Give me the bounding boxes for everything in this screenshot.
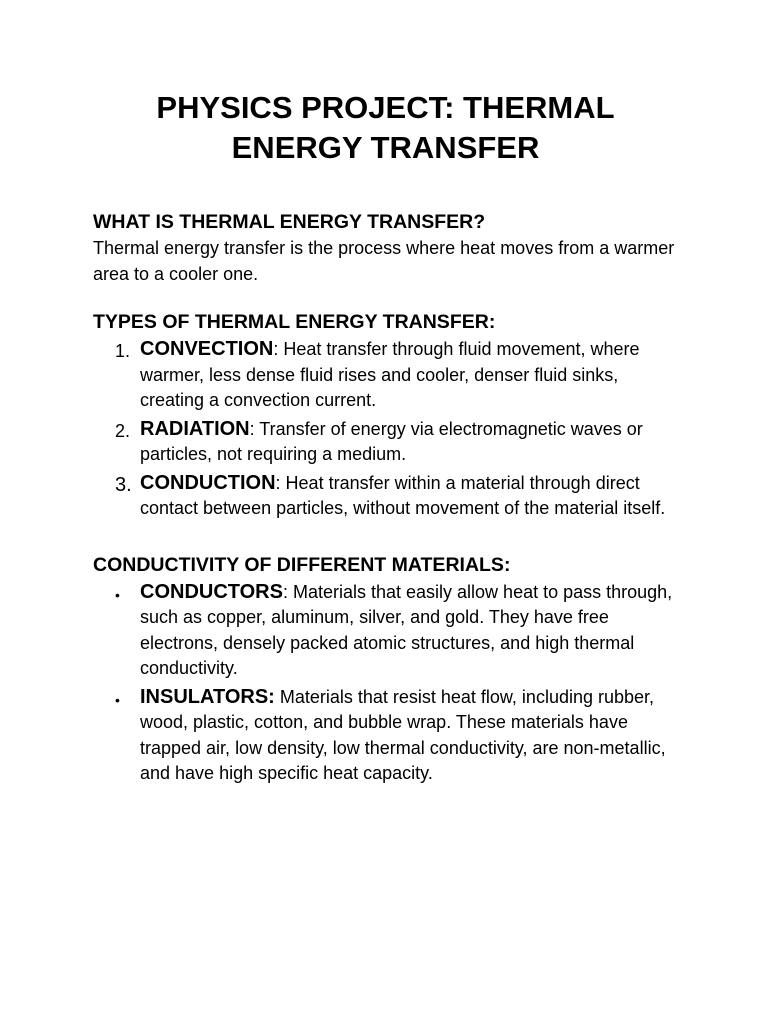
list-item-description: : Materials that easily allow heat to pass through, such as copper, aluminum, silver, and gold. They have free electrons, densely packed atomic structures, and high thermal conductivity.	[140, 581, 673, 678]
section-heading: TYPES OF THERMAL ENERGY TRANSFER:	[93, 311, 496, 333]
title-line-2: ENERGY TRANSFER	[231, 130, 540, 165]
section-conductivity	[93, 552, 678, 787]
list-item-term: CONVECTION	[140, 338, 274, 360]
section-heading: CONDUCTIVITY OF DIFFERENT MATERIALS:	[93, 553, 511, 576]
section-heading: WHAT IS THERMAL ENERGY TRANSFER?	[93, 211, 486, 233]
list-item-term: CONDUCTORS	[140, 580, 283, 603]
list-number: 1.	[115, 341, 131, 361]
list-item	[93, 417, 678, 468]
numbered-list	[93, 337, 678, 522]
list-item	[93, 580, 678, 682]
bullet-icon: •	[115, 691, 120, 708]
list-item	[93, 337, 678, 414]
list-item-term: CONDUCTION	[140, 471, 276, 494]
list-item-term: INSULATORS:	[140, 685, 275, 708]
bulleted-list	[93, 580, 678, 787]
list-number: 3.	[115, 473, 132, 496]
page-title	[93, 88, 678, 168]
list-item	[93, 685, 678, 787]
list-item-description: : Transfer of energy via electromagnetic waves or particles, not requiring a medium.	[140, 418, 643, 464]
section-paragraph: Thermal energy transfer is the process where heat moves from a warmer area to a cooler one.	[93, 238, 675, 284]
list-item-description: Materials that resist heat flow, including rubber, wood, plastic, cotton, and bubble wrap. These materials have trapped air, low density, low thermal conductivity, are non-metallic, and have high specific heat capacity.	[140, 686, 666, 783]
title-line-1: PHYSICS PROJECT: THERMAL	[156, 90, 615, 125]
bullet-icon: •	[115, 586, 120, 603]
section-types	[93, 309, 678, 522]
list-item-description: : Heat transfer through fluid movement, where warmer, less dense fluid rises and cooler, denser fluid sinks, creating a convection current.	[140, 339, 640, 410]
list-item	[93, 471, 678, 522]
list-number: 2.	[115, 420, 131, 441]
section-what-is	[93, 209, 678, 287]
list-item-term: RADIATION	[140, 417, 250, 440]
list-item-description: : Heat transfer within a material through direct contact between particles, without movement of the material itself.	[140, 472, 666, 518]
